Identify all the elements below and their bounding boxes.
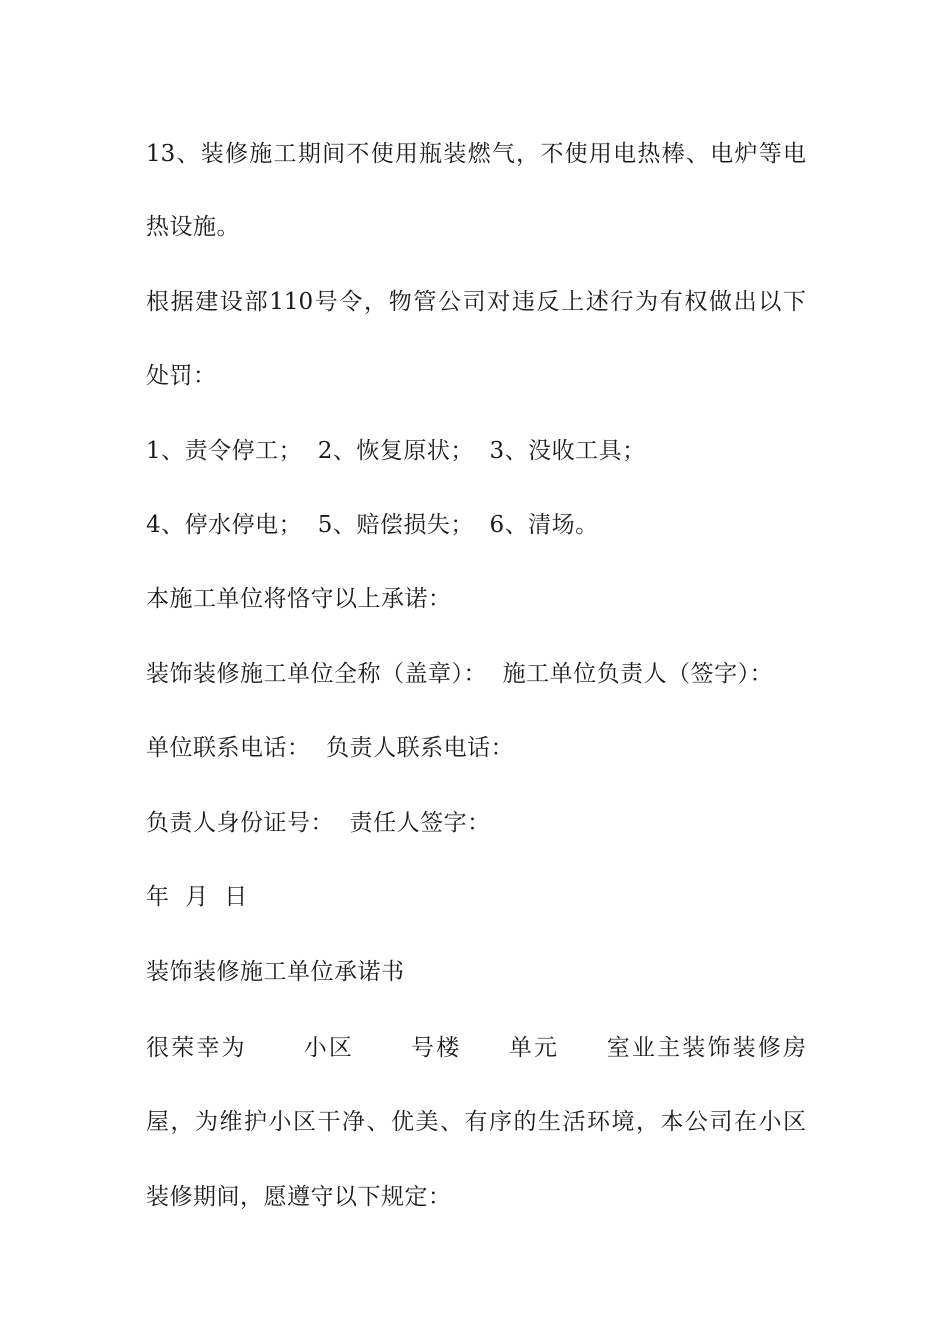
- commitment-statement: 本施工单位将恪守以上承诺：: [146, 586, 452, 612]
- contact-phone-line: 单位联系电话： 负责人联系电话：: [146, 735, 515, 761]
- penalty-list-2: 4、停水停电； 5、赔偿损失； 6、清场。: [146, 512, 599, 538]
- pledge-line-3: 装修期间，愿遵守以下规定：: [146, 1184, 452, 1210]
- date-line: 年 月 日: [146, 884, 248, 910]
- rule-13-line-2: 热设施。: [146, 214, 240, 240]
- contractor-name-signature-line: 装饰装修施工单位全称（盖章）： 施工单位负责人（签字）：: [146, 661, 774, 687]
- penalty-intro-line-1: 根据建设部110号令，物管公司对违反上述行为有权做出以下: [146, 289, 806, 315]
- pledge-line-1: 很荣幸为 小区 号楼 单元 室业主装饰装修房: [146, 1035, 806, 1061]
- pledge-line-2: 屋，为维护小区干净、优美、有序的生活环境，本公司在小区: [146, 1109, 806, 1135]
- penalty-intro-line-2: 处罚：: [146, 363, 217, 389]
- rule-13-line-1: 13、装修施工期间不使用瓶装燃气，不使用电热棒、电炉等电: [146, 141, 806, 167]
- penalty-list-1: 1、责令停工； 2、恢复原状； 3、没收工具；: [146, 438, 646, 464]
- id-signature-line: 负责人身份证号： 责任人签字：: [146, 810, 491, 836]
- section-title: 装饰装修施工单位承诺书: [146, 959, 405, 985]
